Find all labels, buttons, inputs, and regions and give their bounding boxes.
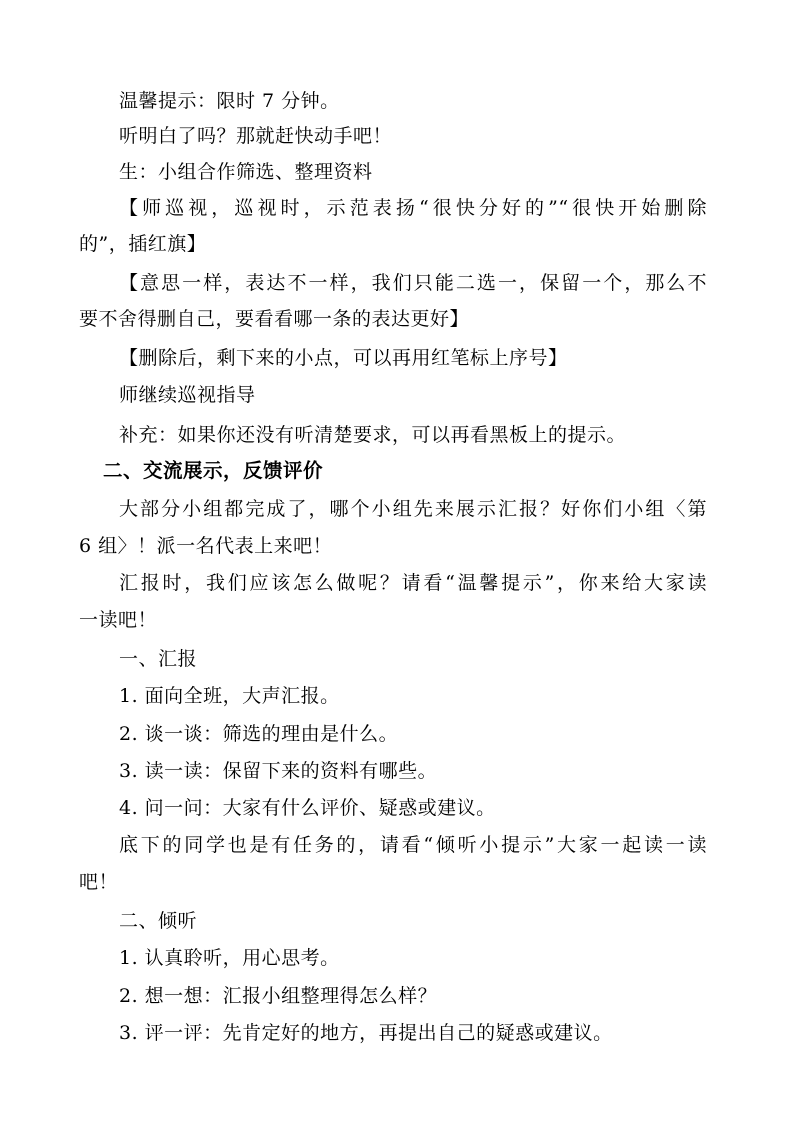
paragraph-line: 吧！	[79, 871, 119, 893]
list-item: 3. 读一读：保留下来的资料有哪些。	[119, 760, 438, 782]
paragraph-line: 大部分小组都完成了，哪个小组先来展示汇报？好你们小组〈第	[119, 498, 707, 520]
list-item: 2. 想一想：汇报小组整理得怎么样？	[119, 985, 438, 1007]
paragraph-line: 6 组〉！派一名代表上来吧！	[79, 535, 333, 557]
paragraph-line: 【删除后，剩下来的小点，可以再用红笔标上序号】	[119, 347, 568, 369]
paragraph-line: 师继续巡视指导	[119, 384, 256, 406]
subheading: 二、倾听	[119, 910, 198, 932]
paragraph-line: 【意思一样，表达不一样，我们只能二选一，保留一个，那么不	[119, 272, 707, 294]
paragraph-line: 汇报时，我们应该怎么做呢？请看“温馨提示”，你来给大家读	[119, 572, 707, 594]
paragraph-line: 要不舍得删自己，要看看哪一条的表达更好】	[79, 308, 470, 330]
list-item: 4. 问一问：大家有什么评价、疑惑或建议。	[119, 797, 496, 819]
paragraph-line: 底下的同学也是有任务的，请看“倾听小提示”大家一起读一读	[119, 834, 707, 856]
paragraph-line: 补充：如果你还没有听清楚要求，可以再看黑板上的提示。	[119, 424, 627, 446]
paragraph-line: 生：小组合作筛选、整理资料	[119, 161, 373, 183]
list-item: 2. 谈一谈：筛选的理由是什么。	[119, 723, 399, 745]
list-item: 1. 面向全班，大声汇报。	[119, 685, 340, 707]
list-item: 3. 评一评：先肯定好的地方，再提出自己的疑惑或建议。	[119, 1022, 613, 1044]
paragraph-line: 的”，插红旗】	[79, 233, 207, 255]
subheading: 一、汇报	[119, 648, 198, 670]
section-heading: 二、交流展示，反馈评价	[103, 459, 324, 482]
paragraph-line: 【师巡视，巡视时，示范表扬“很快分好的”“很快开始删除	[119, 197, 707, 219]
list-item: 1. 认真聆听，用心思考。	[119, 947, 340, 969]
paragraph-line: 听明白了吗？那就赶快动手吧！	[119, 125, 393, 147]
paragraph-line: 一读吧！	[79, 609, 158, 631]
paragraph-line: 温馨提示：限时 7 分钟。	[119, 90, 340, 112]
